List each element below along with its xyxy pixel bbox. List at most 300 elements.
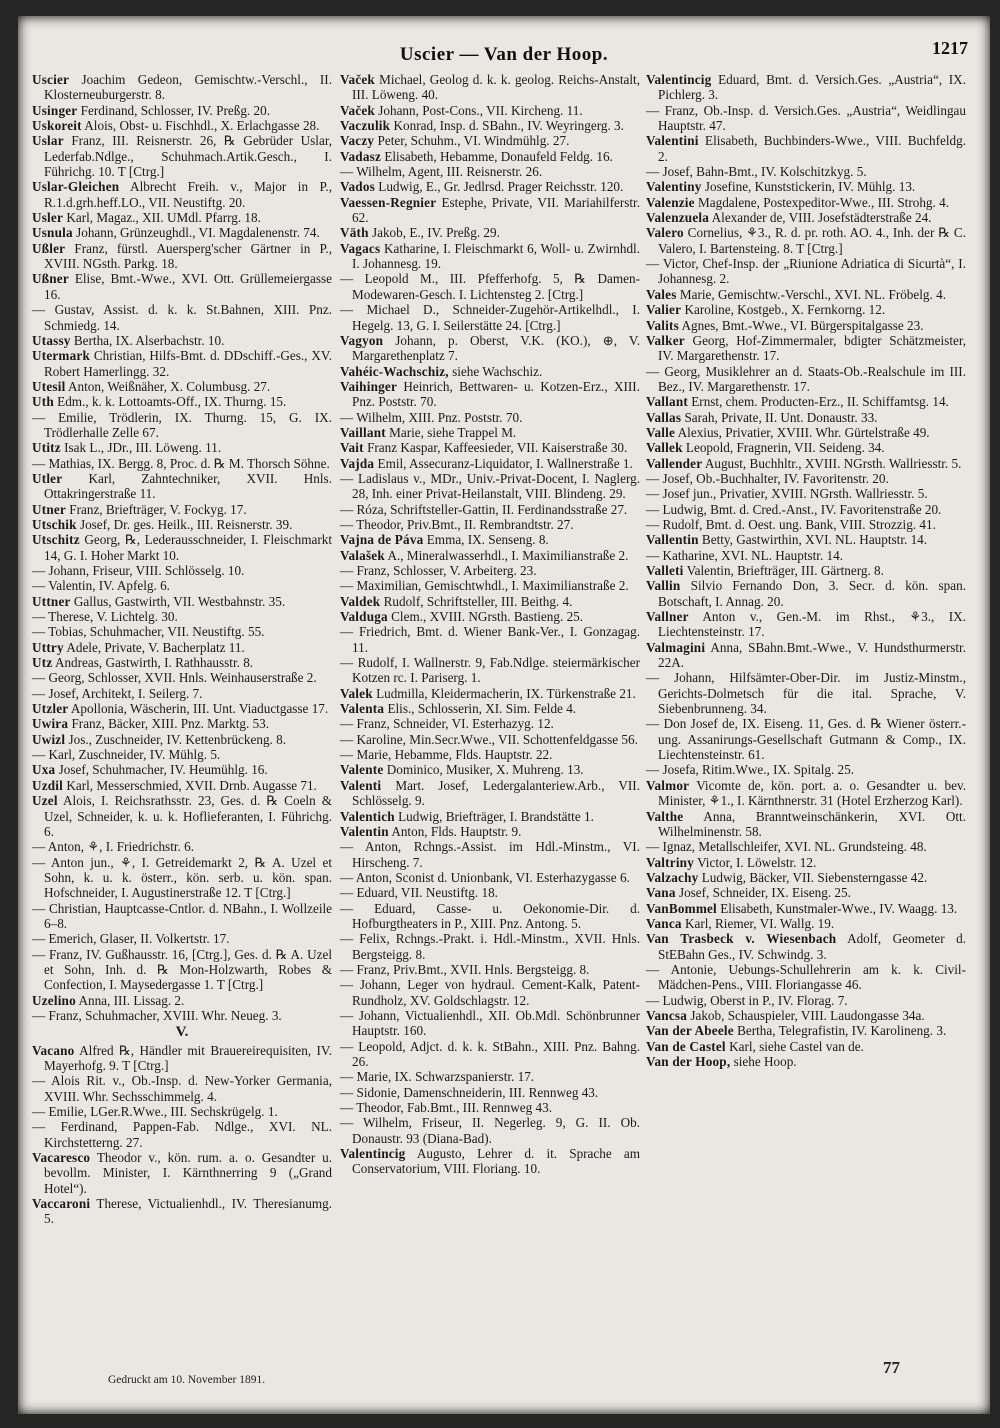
directory-entry	[32, 471, 332, 502]
entry-surname: Uzdil	[32, 777, 64, 793]
running-title: Uscier — Van der Hoop.	[399, 44, 609, 65]
directory-entry	[340, 594, 640, 609]
directory-entry	[32, 410, 332, 441]
directory-entry	[646, 762, 966, 777]
directory-entry	[340, 425, 640, 440]
directory-entry	[646, 103, 966, 134]
directory-entry	[646, 532, 966, 547]
entry-surname: Uskoreit	[32, 118, 82, 134]
entry-details: Mart. Josef, Ledergalanteriew.Arb., VII. Schlösselg. 9.	[352, 777, 640, 809]
entry-details: Agnes, Bmt.-Wwe., VI. Bürgerspitalgasse 23.	[678, 317, 924, 333]
entry-details: — Wilhelm, Agent, III. Reisnerstr. 26.	[340, 164, 543, 180]
section-heading: V.	[175, 1024, 189, 1041]
entry-details: — Franz, Schuhmacher, XVIII. Whr. Neueg. 3.	[32, 1007, 282, 1023]
entry-surname: Utz	[32, 655, 53, 671]
entry-details: — Therese, V. Lichtelg. 30.	[32, 609, 178, 625]
entry-surname: Vallentin	[646, 532, 699, 548]
column-1	[32, 72, 332, 1227]
entry-details: Christian, Hilfs-Bmt. d. DDschiff.-Ges., XV. Robert Hamerlingg. 32.	[44, 348, 332, 379]
directory-entry	[32, 225, 332, 240]
directory-entry	[646, 870, 966, 885]
entry-surname: Vait	[340, 440, 364, 456]
directory-entry	[340, 118, 640, 133]
directory-entry	[646, 778, 966, 809]
entry-surname: Utzler	[32, 701, 69, 717]
entry-surname: Vados	[340, 179, 375, 195]
directory-entry	[32, 563, 332, 578]
directory-entry	[340, 778, 640, 809]
entry-details: — Christian, Hauptcasse-Cntlor. d. NBahn., I. Wollzeile 6–8.	[32, 900, 332, 931]
directory-entry	[646, 318, 966, 333]
entry-details: Bertha, IX. Alserbachstr. 10.	[70, 332, 225, 348]
entry-surname: Vacano	[32, 1042, 75, 1058]
directory-entry	[340, 271, 640, 302]
entry-details: Karl, siehe Castel van de.	[725, 1038, 864, 1054]
directory-entry	[340, 225, 640, 240]
entry-surname: Valzachy	[646, 869, 699, 885]
directory-entry	[32, 348, 332, 379]
page-number: 1217	[932, 38, 968, 58]
entry-details: — Johann, Friseur, VIII. Schlösselg. 10.	[32, 563, 245, 578]
directory-entry	[32, 578, 332, 593]
entry-surname: Vanca	[646, 915, 682, 931]
entry-details: Alois, I. Reichsrathsstr. 23, Ges. d. ℞ Coeln & Uzel, Schneider, k. u. k. Hoflieferanten, I. Führichg. 6.	[44, 793, 332, 839]
entry-details: Bertha, Telegrafistin, IV. Karolineng. 3.	[733, 1023, 947, 1039]
directory-entry	[340, 686, 640, 701]
directory-entry	[340, 179, 640, 194]
entry-surname: Valleti	[646, 563, 684, 578]
entry-details: — Anton, ⚘, I. Friedrichstr. 6.	[32, 839, 195, 855]
directory-entry	[646, 1039, 966, 1054]
directory-entry	[32, 271, 332, 302]
entry-surname: Ußler	[32, 240, 66, 256]
entry-details: Heinrich, Bettwaren- u. Kotzen-Erz., XIII. Pnz. Poststr. 70.	[352, 378, 640, 410]
directory-entry	[646, 578, 966, 609]
entry-details: — Róza, Schriftsteller-Gattin, II. Ferdinandsstraße 27.	[340, 501, 628, 517]
directory-entry	[340, 302, 640, 333]
entry-details: Johann, Post-Cons., VII. Kircheng. 11.	[374, 102, 583, 118]
directory-entry	[646, 164, 966, 179]
entry-surname: Valentincig	[340, 1146, 406, 1162]
entry-details: — Anton, Sconist d. Unionbank, VI. Esterhazygasse 6.	[340, 869, 630, 885]
directory-entry	[646, 1054, 966, 1069]
directory-entry	[32, 1008, 332, 1023]
directory-entry	[646, 72, 966, 103]
entry-surname: Valentin	[340, 823, 389, 839]
directory-entry	[32, 716, 332, 731]
entry-details: Edm., k. k. Lottoamts-Off., IX. Thurng. 15.	[53, 394, 287, 410]
entry-details: Anton v., Gen.-M. im Rhst., ⚘3., IX. Liechtensteinstr. 17.	[658, 609, 966, 640]
entry-surname: Valthe	[646, 808, 684, 824]
entry-surname: Uttner	[32, 593, 71, 609]
entry-details: Eduard, Bmt. d. Versich.Ges. „Austria“, IX. Pichlerg. 3.	[658, 72, 966, 103]
entry-surname: Utner	[32, 501, 66, 517]
directory-entry	[340, 456, 640, 471]
entry-details: Andreas, Gastwirth, I. Rathhausstr. 8.	[52, 655, 254, 671]
entry-details: Elisabeth, Hebamme, Donaufeld Feldg. 16.	[381, 148, 613, 164]
entry-surname: Vallas	[646, 409, 682, 425]
directory-entry	[340, 609, 640, 624]
entry-surname: Uslar-Gleichen	[32, 179, 120, 195]
directory-entry	[340, 1085, 640, 1100]
entry-surname: Utler	[32, 470, 63, 486]
directory-entry	[32, 732, 332, 747]
entry-surname: Valenta	[340, 701, 385, 717]
entry-details: Franz, Bäcker, XIII. Pnz. Marktg. 53.	[68, 716, 270, 732]
entry-details: — Marie, Hebamme, Flds. Hauptstr. 22.	[340, 747, 553, 763]
entry-surname: Uslar	[32, 133, 64, 149]
directory-entry	[646, 502, 966, 517]
directory-page	[18, 16, 990, 1414]
entry-details: Betty, Gastwirthin, XVI. NL. Hauptstr. 14.	[698, 532, 928, 548]
entry-details: Estephe, Private, VII. Mariahilferstr. 62.	[352, 194, 640, 226]
directory-entry	[340, 1039, 640, 1070]
directory-entry	[340, 747, 640, 762]
entry-surname: Valtriny	[646, 854, 695, 870]
entry-details: Franz Kaspar, Kaffeesieder, VII. Kaiserstraße 30.	[363, 440, 628, 456]
entry-details: — Mathias, IX. Bergg. 8, Proc. d. ℞ M. Thorsch Söhne.	[32, 455, 330, 471]
directory-entry	[32, 655, 332, 670]
entry-details: — Friedrich, Bmt. d. Wiener Bank-Ver., I. Gonzagag. 11.	[340, 624, 640, 655]
entry-surname: Valero	[646, 225, 684, 241]
print-date: Gedruckt am 10. November 1891.	[108, 1374, 266, 1386]
entry-details: — Josef, Architekt, I. Seilerg. 7.	[32, 685, 203, 701]
directory-entry	[646, 885, 966, 900]
entry-details: Elisabeth, Buchbinders-Wwe., VIII. Buchfeldg. 2.	[658, 133, 966, 164]
entry-details: Emil, Assecuranz-Liquidator, I. Wallnerstraße 1.	[374, 455, 633, 471]
entry-details: Johann, p. Oberst, V.K. (KO.), ⊕, V. Margarethenplatz 7.	[352, 332, 640, 364]
entry-surname: Vallek	[646, 440, 683, 456]
entry-details: — Franz, Priv.Bmt., XVII. Hnls. Bergsteigg. 8.	[340, 961, 590, 977]
entry-surname: Valentiny	[646, 179, 702, 195]
column-3	[646, 72, 966, 1069]
entry-details: Josef, Schneider, IX. Eiseng. 25.	[675, 885, 851, 901]
entry-surname: Usinger	[32, 102, 78, 118]
entry-details: — Franz, IV. Gußhausstr. 16, [Ctrg.], Ges. d. ℞ A. Uzel et Sohn, Inh. d. ℞ Mon-Holzwarth, Robes & Confection, I. Maysedergasse 1. T [Ctrg.]	[32, 946, 332, 993]
entry-details: — Don Josef de, IX. Eiseng. 11, Ges. d. ℞ Wiener österr.-ung. Assanirungs-Gesellschaft Gutmann & Comp., IX. Liechtensteinstr. 61.	[646, 716, 966, 763]
entry-surname: Valentini	[646, 133, 699, 149]
directory-entry	[340, 241, 640, 272]
entry-surname: Vajda	[340, 455, 375, 471]
entry-details: — Leopold M., III. Pfefferhofg. 5, ℞ Damen-Modewaren-Gesch. I. Lichtensteg 2. [Ctrg.]	[340, 271, 640, 302]
directory-entry	[340, 870, 640, 885]
directory-entry	[32, 502, 332, 517]
directory-entry	[340, 962, 640, 977]
entry-surname: Valenzie	[646, 194, 695, 210]
entry-details: Elis., Schlosserin, XI. Sim. Felde 4.	[384, 701, 577, 717]
directory-entry	[340, 333, 640, 364]
entry-details: Elise, Bmt.-Wwe., XVI. Ott. Grüllemeiergasse 16.	[44, 271, 332, 302]
entry-surname: Vallner	[646, 609, 689, 625]
entry-details: Marie, siehe Trappel M.	[385, 424, 517, 440]
directory-entry	[340, 502, 640, 517]
entry-details: Alexius, Privatier, XVIII. Whr. Gürtelstraße 49.	[675, 424, 930, 440]
entry-details: Johann, Grünzeughdl., VI. Magdalenenstr. 74.	[72, 225, 320, 241]
entry-details: Rudolf, Schriftsteller, III. Beithg. 4.	[380, 593, 573, 609]
entry-surname: Valduga	[340, 609, 388, 625]
entry-surname: Valits	[646, 317, 679, 333]
directory-entry	[32, 993, 332, 1008]
entry-surname: Valašek	[340, 547, 385, 563]
entry-surname: Vajna de Páva	[340, 532, 424, 548]
entry-details: — Michael D., Schneider-Zugehör-Artikelhdl., I. Hegelg. 13, G. I. Seilerstätte 24. [Ctrg.]	[340, 302, 640, 333]
directory-entry	[340, 133, 640, 148]
directory-entry	[32, 133, 332, 179]
entry-details: — Tobias, Schuhmacher, VII. Neustiftg. 55.	[32, 624, 265, 640]
entry-surname: Usler	[32, 210, 64, 226]
entry-details: Konrad, Insp. d. SBahn., IV. Weyringerg. 3.	[390, 118, 624, 134]
directory-entry	[32, 210, 332, 225]
entry-surname: Vallender	[646, 455, 703, 471]
entry-details: — Karl, Zuschneider, IV. Mühlg. 5.	[32, 747, 221, 763]
entry-details: — Rudolf, I. Wallnerstr. 9, Fab.Ndlge. steiermärkischer Kotzen rc. I. Pariserg. 1.	[340, 655, 640, 686]
directory-entry	[340, 1100, 640, 1115]
directory-entry	[340, 440, 640, 455]
entry-details: August, Buchhltr., XVIII. NGrsth. Wallriesstr. 5.	[702, 455, 962, 471]
directory-entry	[32, 747, 332, 762]
entry-details: Augusto, Lehrer d. it. Sprache am Conservatorium, VIII. Floriang. 10.	[352, 1146, 640, 1177]
directory-entry	[340, 563, 640, 578]
entry-surname: Van der Abeele	[646, 1023, 734, 1039]
entry-details: Josef, Dr. ges. Heilk., III. Reisnerstr. 39.	[76, 516, 293, 532]
entry-surname: Vacaresco	[32, 1150, 91, 1166]
directory-entry	[340, 578, 640, 593]
directory-entry	[340, 809, 640, 824]
entry-details: — Josef, Ob.-Buchhalter, IV. Favoritenstr. 20.	[646, 470, 889, 486]
directory-entry	[340, 824, 640, 839]
entry-details: Karl, Zahntechniker, XVII. Hnls. Ottakringerstraße 11.	[44, 470, 332, 502]
directory-entry	[340, 716, 640, 731]
entry-details: Dominico, Musiker, X. Muhreng. 13.	[383, 762, 584, 778]
directory-entry	[340, 732, 640, 747]
entry-surname: Vaihinger	[340, 378, 398, 394]
entry-details: siehe Hoop.	[730, 1054, 797, 1069]
entry-details: — Josef, Bahn-Bmt., IV. Kolschitzkyg. 5.	[646, 164, 867, 180]
entry-details: — Maximilian, Gemischtwhdl., I. Maximilianstraße 2.	[340, 578, 629, 594]
entry-details: Katharine, I. Fleischmarkt 6, Woll- u. Zwirnhdl. I. Johannesg. 19.	[352, 240, 640, 272]
entry-surname: Ußner	[32, 271, 69, 287]
entry-details: Anton, Weißnäher, X. Columbusg. 27.	[65, 378, 271, 394]
entry-surname: Utschik	[32, 516, 77, 532]
entry-details: — Anton jun., ⚘, I. Getreidemarkt 2, ℞ A. Uzel et Sohn, k. u. k. österr., kön. serb. u. kön. span. Hofschneider, I. Augustinerstraße 12. T [Ctrg.]	[32, 854, 332, 901]
entry-details: Emma, IX. Senseng. 8.	[423, 532, 549, 548]
directory-entry	[646, 901, 966, 916]
entry-details: Franz, Briefträger, V. Fockyg. 17.	[65, 501, 247, 517]
entry-details: Sarah, Private, II. Unt. Donaustr. 33.	[681, 409, 878, 425]
directory-entry	[646, 809, 966, 840]
entry-details: Gallus, Gastwirth, VII. Westbahnstr. 35.	[70, 593, 286, 609]
entry-details: Anna, Branntweinschänkerin, XVI. Ott. Wilhelminenstr. 58.	[658, 808, 966, 839]
directory-entry	[340, 471, 640, 502]
entry-surname: Valmagini	[646, 639, 706, 655]
entry-details: — Victor, Chef-Insp. der „Riunione Adriatica di Sicurtà“, I. Johannesg. 2.	[646, 256, 966, 287]
entry-surname: Vana	[646, 885, 676, 901]
entry-details: — Sidonie, Damenschneiderin, III. Rennweg 43.	[340, 1084, 599, 1100]
entry-details: — Ladislaus v., MDr., Univ.-Privat-Docent, I. Naglerg. 28, Inh. einer Privat-Heilanstalt, VIII. Blindeng. 29.	[340, 470, 640, 502]
directory-entry	[340, 548, 640, 563]
entry-details: Anna, III. Lissag. 2.	[75, 992, 185, 1008]
entry-surname: Vaccaroni	[32, 1196, 91, 1212]
directory-entry	[32, 947, 332, 993]
directory-entry	[646, 364, 966, 395]
page-header	[18, 38, 990, 74]
directory-entry	[340, 379, 640, 410]
entry-surname: Valenzuela	[646, 210, 710, 226]
entry-details: Franz, fürstl. Auersperg'scher Gärtner in P., XVIII. NGsth. Parkg. 18.	[44, 240, 332, 272]
entry-details: — Eduard, VII. Neustiftg. 18.	[340, 885, 498, 901]
entry-details: Jakob, Schauspieler, VIII. Laudongasse 34a.	[687, 1007, 925, 1023]
entry-surname: Utschitz	[32, 532, 80, 548]
directory-entry	[646, 716, 966, 762]
entry-surname: Uttry	[32, 639, 64, 655]
directory-entry	[340, 532, 640, 547]
entry-details: Victor, I. Löwelstr. 12.	[694, 854, 817, 870]
directory-entry	[32, 72, 332, 103]
directory-entry	[340, 839, 640, 870]
directory-entry	[646, 333, 966, 364]
entry-surname: Vagyon	[340, 332, 384, 348]
directory-entry	[340, 164, 640, 179]
directory-entry	[646, 548, 966, 563]
directory-entry	[340, 72, 640, 103]
directory-entry	[32, 624, 332, 639]
directory-entry	[646, 839, 966, 854]
entry-details: Karoline, Kostgeb., X. Fernkorng. 12.	[681, 302, 886, 318]
directory-entry	[340, 1069, 640, 1084]
entry-details: Ludwig, Briefträger, I. Brandstätte 1.	[394, 808, 594, 824]
directory-entry	[340, 655, 640, 686]
entry-details: — Leopold, Adjct. d. k. k. StBahn., XIII. Pnz. Bahng. 26.	[340, 1038, 640, 1069]
directory-entry	[32, 1104, 332, 1119]
entry-details: Ludmilla, Kleidermacherin, IX. Türkenstraße 21.	[372, 685, 636, 701]
directory-entry	[32, 241, 332, 272]
entry-surname: Valek	[340, 685, 373, 701]
entry-details: Joachim Gedeon, Gemischtw.-Verschl., II. Klosterneuburgerstr. 8.	[44, 72, 332, 103]
directory-entry	[340, 624, 640, 655]
directory-entry	[32, 103, 332, 118]
entry-details: Leopold, Fragnerin, VII. Seideng. 34.	[682, 440, 885, 456]
entry-surname: Van Trasbeck v. Wiesenbach	[646, 931, 837, 947]
directory-entry	[32, 1073, 332, 1104]
directory-entry	[32, 118, 332, 133]
entry-details: Adolf, Geometer d. StEBahn Ges., IV. Schwindg. 3.	[658, 931, 967, 962]
entry-details: Ludwig, E., Gr. Jedlrsd. Prager Reichsstr. 120.	[374, 179, 624, 195]
entry-details: — Franz, Ob.-Insp. d. Versich.Ges. „Austria“, Weidlingau Hauptstr. 47.	[646, 102, 966, 134]
directory-entry	[340, 977, 640, 1008]
entry-details: — Gustav, Assist. d. k. k. St.Bahnen, XIII. Pnz. Schmiedg. 14.	[32, 302, 332, 333]
entry-surname: Valentich	[340, 808, 395, 824]
entry-surname: Uxa	[32, 762, 56, 778]
entry-surname: Valente	[340, 762, 384, 778]
entry-details: — Alois Rit. v., Ob.-Insp. d. New-Yorker Germania, XVIII. Whr. Sechsschimmelg. 4.	[32, 1073, 332, 1104]
directory-entry	[340, 762, 640, 777]
entry-surname: Van de Castel	[646, 1038, 726, 1054]
entry-details: — Wilhelm, Friseur, II. Negerleg. 9, G. II. Ob. Donaustr. 93 (Diana-Bad).	[340, 1115, 640, 1146]
directory-entry	[340, 901, 640, 932]
entry-surname: Vaczy	[340, 133, 375, 149]
entry-surname: Valker	[646, 332, 685, 348]
entry-surname: Uzel	[32, 793, 58, 809]
directory-entry	[32, 931, 332, 946]
entry-surname: Valentincig	[646, 72, 712, 87]
entry-details: Vicomte de, kön. port. a. o. Gesandter u. bev. Minister, ⚘1., I. Kärnthnerstr. 31 (Hotel Erzherzog Karl).	[658, 777, 966, 809]
entry-details: Georg, Hof-Zimmermaler, bdigter Schätzmeister, IV. Margarethenstr. 17.	[658, 332, 966, 364]
entry-details: — Antonie, Uebungs-Schullehrerin am k. k. Civil-Mädchen-Pens., VIII. Floriangasse 46.	[646, 961, 966, 993]
entry-details: Therese, Victualienhdl., IV. Theresianumg. 5.	[44, 1196, 332, 1227]
directory-entry	[646, 670, 966, 716]
directory-entry	[32, 1196, 332, 1227]
entry-details: siehe Wachschiz.	[448, 363, 543, 379]
entry-surname: Vancsa	[646, 1007, 688, 1023]
entry-surname: Usnula	[32, 225, 73, 241]
directory-entry	[32, 333, 332, 348]
directory-entry	[32, 1119, 332, 1150]
directory-entry	[646, 287, 966, 302]
entry-details: Franz, III. Reisnerstr. 26, ℞ Gebrüder Uslar, Lederfab.Ndlge., Schuhmach.Artik.Gesch., I. Führichg. 10. T [Ctrg.]	[44, 133, 332, 180]
entry-details: Albrecht Freih. v., Major in P., R.1.d.grh.heff.LO., VII. Neustiftg. 20.	[44, 179, 332, 210]
entry-details: Josef, Schuhmacher, IV. Heumühlg. 16.	[55, 762, 268, 778]
entry-details: — Ignaz, Metallschleifer, XVI. NL. Grundsteing. 48.	[646, 839, 927, 855]
entry-details: — Wilhelm, XIII. Pnz. Poststr. 70.	[340, 409, 523, 425]
directory-entry	[646, 302, 966, 317]
directory-entry	[32, 179, 332, 210]
column-2	[340, 72, 640, 1177]
entry-details: Anna, SBahn.Bmt.-Wwe., V. Hundsthurmerstr. 22A.	[658, 639, 966, 671]
entry-details: Peter, Schuhm., VI. Windmühlg. 27.	[374, 133, 570, 149]
entry-details: — Ludwig, Bmt. d. Cred.-Anst., IV. Favoritenstraße 20.	[646, 501, 942, 517]
directory-entry	[646, 225, 966, 256]
directory-entry	[646, 179, 966, 194]
entry-details: Jos., Zuschneider, IV. Kettenbrückeng. 8.	[65, 731, 287, 747]
entry-details: — Ludwig, Oberst in P., IV. Florag. 7.	[646, 992, 848, 1008]
entry-details: — Ferdinand, Pappen-Fab. Ndlge., XVI. NL. Kirchstetterng. 27.	[32, 1119, 332, 1150]
directory-entry	[646, 256, 966, 287]
entry-details: — Anton, Rchngs.-Assist. im Hdl.-Minstm., VI. Hirscheng. 7.	[340, 839, 640, 870]
directory-entry	[32, 778, 332, 793]
directory-entry	[32, 762, 332, 777]
directory-entry	[32, 517, 332, 532]
directory-entry	[646, 563, 966, 578]
entry-surname: Vaczulik	[340, 118, 391, 134]
directory-entry	[32, 839, 332, 854]
entry-surname: Valle	[646, 424, 676, 440]
entry-surname: Uth	[32, 394, 54, 410]
sheet-number: 77	[883, 1358, 900, 1377]
entry-surname: Uzelino	[32, 992, 76, 1008]
directory-entry	[646, 410, 966, 425]
entry-details: — Johann, Hilfsämter-Ober-Dir. im Justiz-Minstm., Gerichts-Dolmetsch für die ital. Sprache, V. Siebenbrunneng. 34.	[646, 670, 966, 717]
entry-details: — Johann, Leger von hydraul. Cement-Kalk, Patent-Rundholz, XV. Goldschlagstr. 12.	[340, 977, 640, 1008]
entry-details: Marie, Gemischtw.-Verschl., XVI. NL. Fröbelg. 4.	[676, 286, 946, 302]
directory-entry	[32, 532, 332, 563]
directory-entry	[32, 686, 332, 701]
entry-details: Apollonia, Wäscherin, III. Unt. Viaductgasse 17.	[68, 701, 329, 717]
directory-entry	[32, 1150, 332, 1196]
entry-details: Clem., XVIII. NGrsth. Bastieng. 25.	[387, 609, 584, 625]
entry-surname: Van der Hoop,	[646, 1054, 731, 1069]
entry-surname: Utermark	[32, 348, 90, 364]
entry-details: Alfred ℞, Händler mit Brauereirequisiten, IV. Mayerhofg. 9. T [Ctrg.]	[44, 1042, 332, 1073]
entry-surname: Vadasz	[340, 148, 382, 164]
entry-details: — Valentin, IV. Apfelg. 6.	[32, 578, 170, 594]
directory-entry	[646, 456, 966, 471]
entry-details: Ludwig, Bäcker, VII. Siebensterngasse 42.	[698, 869, 928, 885]
directory-entry	[340, 1146, 640, 1177]
entry-details: Isak L., JDr., III. Löweng. 11.	[60, 440, 222, 456]
directory-entry	[646, 1008, 966, 1023]
directory-entry	[646, 425, 966, 440]
entry-surname: Vallant	[646, 394, 688, 410]
